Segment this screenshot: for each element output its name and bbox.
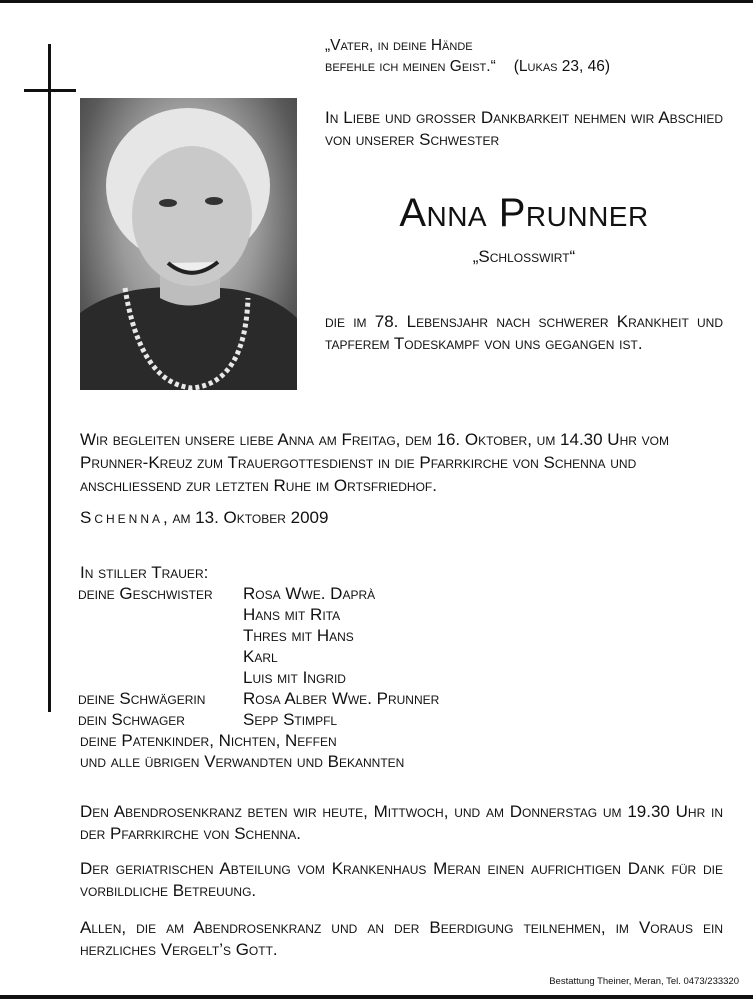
mourner-relation: deine Schwägerin [78, 689, 206, 708]
bible-quote [325, 35, 610, 77]
mourner-relation [78, 604, 243, 625]
funeral-text: Wir begleiten unsere liebe Anna am Freitag, dem 16. Oktober, um 14.30 Uhr vom Prunner-Kreuz zum Trauergottesdienst in die Pfarrkirche von Schenna und anschliessend zur letzten Ruhe im Ortsfriedhof. [80, 430, 669, 495]
mourner-row [78, 646, 439, 667]
bottom-border [0, 995, 753, 999]
mourner-relation [78, 646, 243, 667]
portrait-photo [80, 98, 297, 390]
mourning-title: In stiller Trauer: [80, 563, 209, 582]
mourner-name: Karl [243, 647, 278, 666]
thanks-attendees: Allen, die am Abendrosenkranz und an der Beerdigung teilnehmen, im Voraus ein herzliches Vergelt’s Gott. [80, 918, 723, 959]
mourner-relation [78, 667, 243, 688]
quote-line-1: „Vater, in deine Hände [325, 37, 473, 54]
mourner-relation [78, 625, 243, 646]
rosary-text: Den Abendrosenkranz beten wir heute, Mittwoch, und am Donnerstag um 19.30 Uhr in der Pfarrkirche von Schenna. [80, 802, 723, 843]
cross-icon-vertical [48, 44, 51, 712]
nickname: „Schlosswirt“ [472, 247, 576, 266]
place-date [80, 508, 328, 528]
mourner-row [78, 625, 439, 646]
extended-family [80, 730, 404, 772]
mourner-name: Luis mit Ingrid [243, 668, 346, 687]
intro-text: In Liebe und grosser Dankbarkeit nehmen wir Abschied von unserer Schwester [325, 108, 723, 149]
mourner-relation: deine Geschwister [78, 584, 213, 603]
place: Schenna [80, 508, 164, 527]
date: , am 13. Oktober 2009 [163, 508, 329, 527]
mourner-row [78, 667, 439, 688]
extended-line-2: und alle übrigen Verwandten und Bekannten [80, 752, 405, 771]
mourner-row [78, 688, 439, 709]
mourner-relation: dein Schwager [78, 710, 185, 729]
mourner-name: Rosa Alber Wwe. Prunner [243, 689, 440, 708]
mourner-name: Thres mit Hans [243, 626, 354, 645]
funeral-home-footer: Bestattung Theiner, Meran, Tel. 0473/233320 [549, 976, 739, 987]
mourner-name: Sepp Stimpfl [243, 710, 338, 729]
top-border [0, 0, 753, 3]
quote-reference: (Lukas 23, 46) [513, 58, 611, 75]
mourner-row [78, 709, 439, 730]
death-text: die im 78. Lebensjahr nach schwerer Krankheit und tapferem Todeskampf von uns gegangen ist. [325, 312, 723, 353]
cross-icon-horizontal [24, 89, 76, 92]
deceased-name: Anna Prunner [399, 191, 649, 235]
mourner-name: Rosa Wwe. Daprà [243, 584, 376, 603]
thanks-hospital: Der geriatrischen Abteilung vom Krankenhaus Meran einen aufrichtigen Dank für die vorbildliche Betreuung. [80, 859, 723, 900]
mourner-row [78, 583, 439, 604]
extended-line-1: deine Patenkinder, Nichten, Neffen [80, 731, 337, 750]
mourner-name: Hans mit Rita [243, 605, 341, 624]
mourners-table [78, 583, 439, 730]
quote-line-2: befehle ich meinen Geist.“ (Lukas 23, 46) [325, 58, 611, 75]
mourner-row [78, 604, 439, 625]
